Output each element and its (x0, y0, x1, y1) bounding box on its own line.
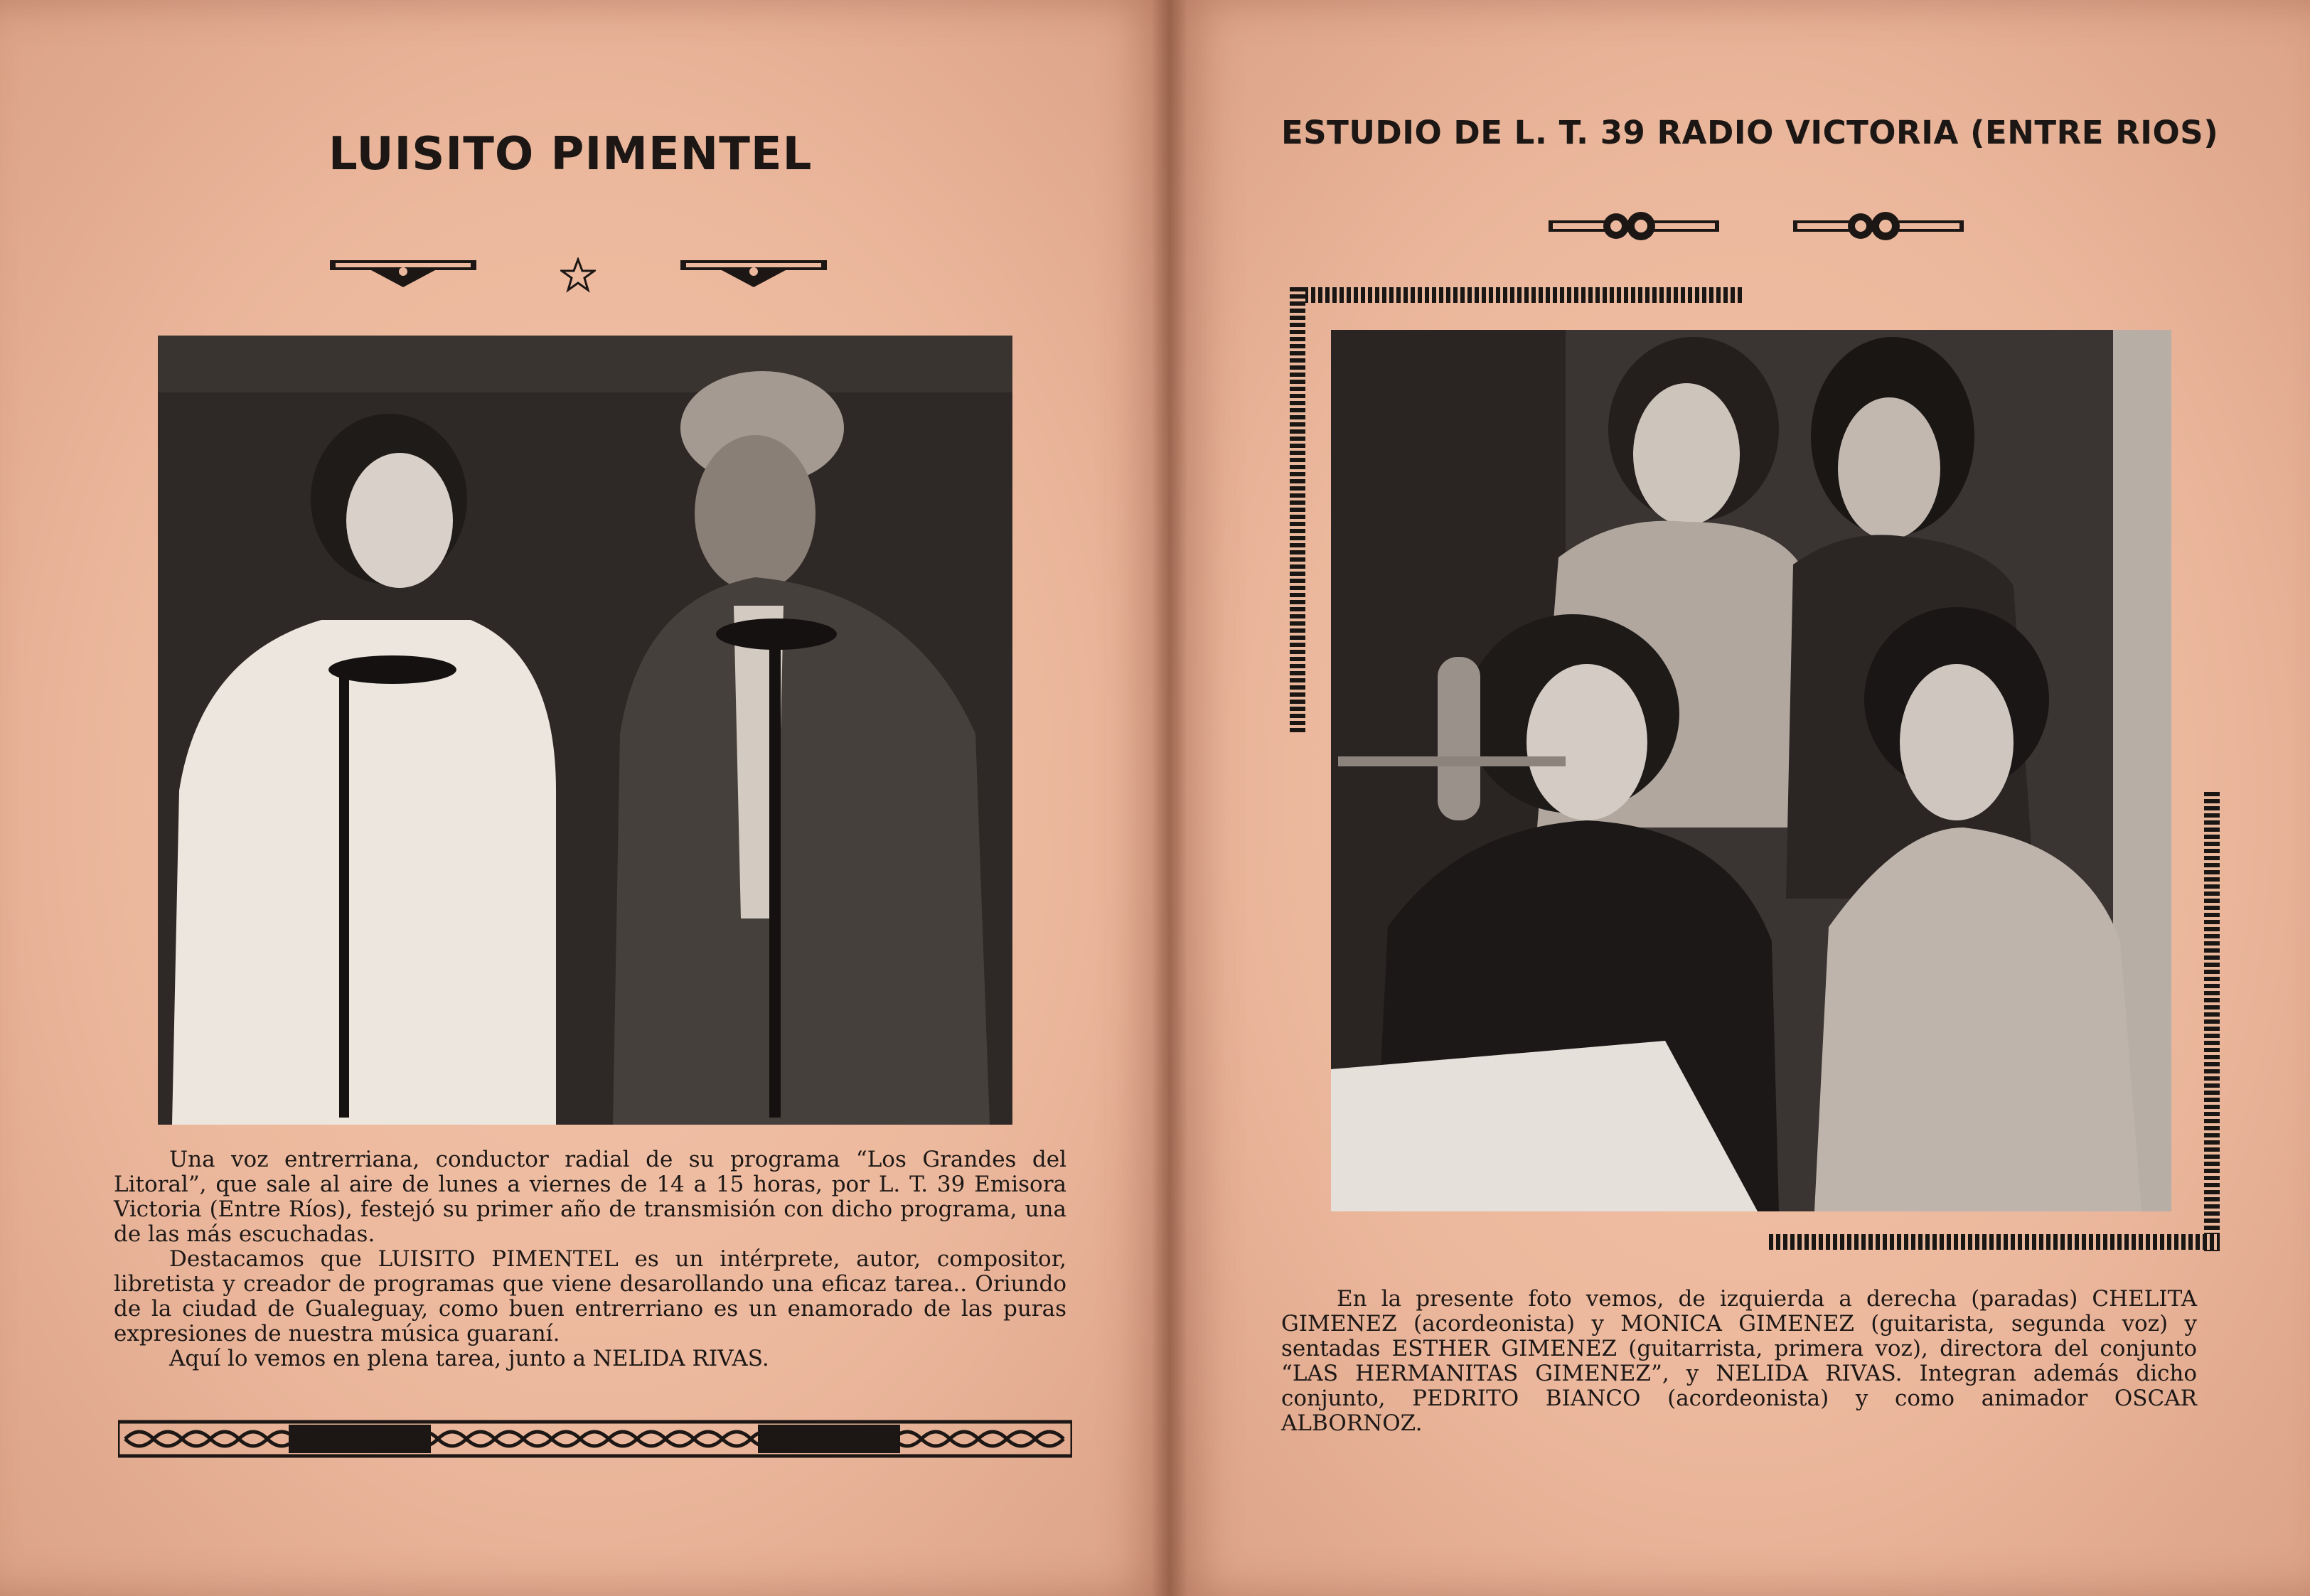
photo-luisito-pimentel-and-nelida-rivas (158, 336, 1012, 1125)
photo-las-hermanitas-gimenez (1331, 330, 2171, 1211)
frame-bottom-bar (1769, 1234, 2220, 1250)
right-page-caption: En la presente foto vemos, de izquierda a derecha (paradas) CHELITA GIMENEZ (acordeonista) y MONICA GIMENEZ (guitarista, segunda voz) y sentadas ESTHER GIMENEZ (guitarrista, primera voz), directora del conjunto “LAS HERMANITAS GIMENEZ”, y NELIDA RIVAS. Integran además dicho conjunto, PEDRITO BIANCO (acordeonista) y como animador OSCAR ALBORNOZ. (1281, 1286, 2197, 1436)
frame-top-bar (1290, 287, 1742, 303)
frame-right-bar (2204, 792, 2220, 1251)
scroll-bar-icon (328, 256, 478, 291)
rope-border-icon (118, 1419, 1072, 1459)
rose-scroll-icon (1793, 206, 1964, 247)
caption-paragraph: Destacamos que LUISITO PIMENTEL es un intérprete, autor, compositor, libretista y creador de programas que viene desarollando una eficaz tarea.. Oriundo de la ciudad de Gualeguay, como buen entrerriano es un enamorado de las puras expresiones de nuestra música guaraní. (114, 1246, 1066, 1346)
rose-scroll-icon (1549, 206, 1719, 247)
scroll-bar-icon (679, 256, 828, 291)
right-page-title: ESTUDIO DE L. T. 39 RADIO VICTORIA (ENTRE RIOS) (1281, 114, 2219, 151)
frame-left-bar (1290, 287, 1305, 732)
book-gutter (1152, 0, 1187, 1596)
star-icon (560, 257, 596, 293)
right-page (1170, 0, 2310, 1596)
left-page-caption (114, 1147, 1066, 1371)
caption-paragraph: Aquí lo vemos en plena tarea, junto a NELIDA RIVAS. (169, 1346, 769, 1371)
left-page-title: LUISITO PIMENTEL (328, 128, 813, 181)
caption-paragraph: Una voz entrerriana, conductor radial de su programa “Los Grandes del Litoral”, que sale al aire de lunes a viernes de 14 a 15 horas, por L. T. 39 Emisora Victoria (Entre Ríos), festejó su primer año de transmisión con dicho programa, una de las más escuchadas. (114, 1147, 1066, 1247)
